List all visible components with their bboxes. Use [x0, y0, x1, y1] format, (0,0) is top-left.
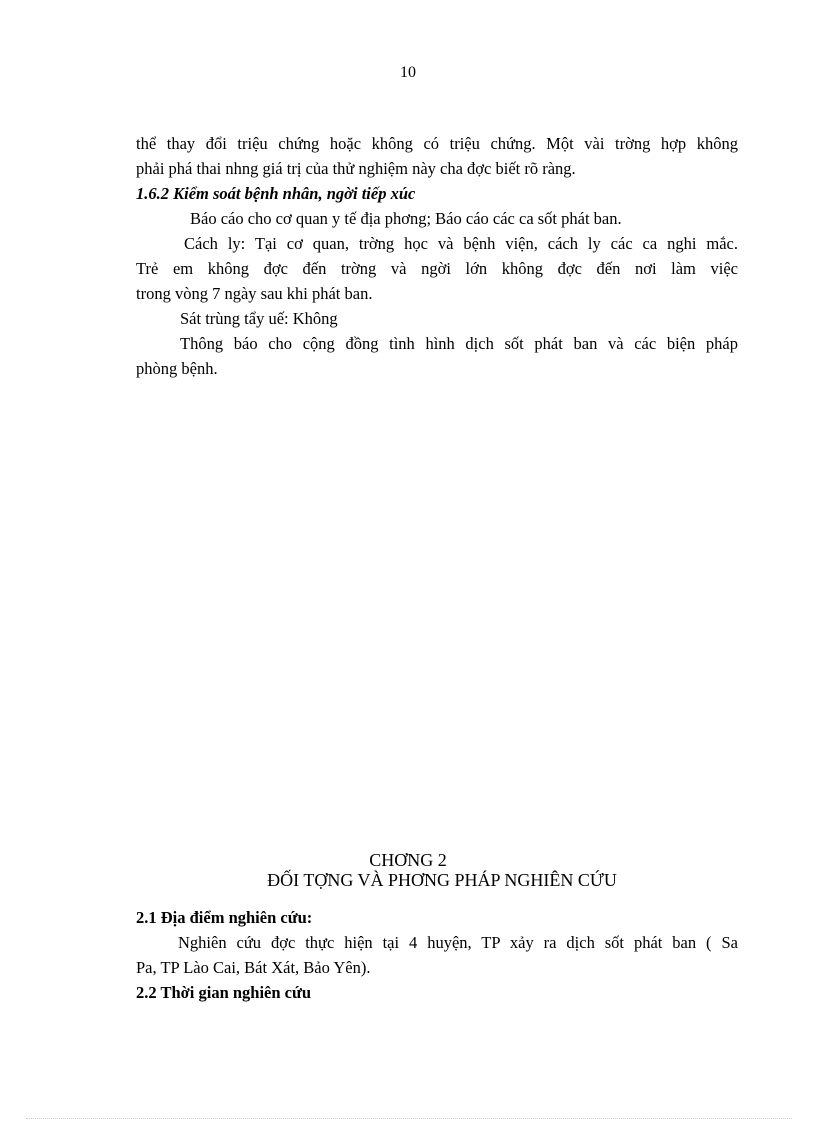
chapter-title: ĐỐI TỢNG VÀ PHƠNG PHÁP NGHIÊN CỨU [267, 870, 617, 890]
page-bottom-divider [26, 1118, 792, 1119]
chapter-label: CHƠNG 2 [369, 850, 447, 870]
subheading-1-6-2: 1.6.2 Kiểm soát bệnh nhân, ngời tiếp xúc [136, 184, 416, 203]
section-1 [136, 131, 738, 381]
report-line: Báo cáo cho cơ quan y tế địa phơng; Báo cáo các ca sốt phát ban. [190, 209, 622, 228]
heading-2-1: 2.1 Địa điểm nghiên cứu: [136, 908, 313, 927]
paragraph-line: phải phá thai nhng giá trị của thử nghiệm này cha đợc biết rõ ràng. [136, 159, 576, 178]
isolation-line: trong vòng 7 ngày sau khi phát ban. [136, 284, 373, 303]
body-line: Nghiên cứu đợc thực hiện tại 4 huyện, TP xảy ra dịch sốt phát ban ( Sa [178, 933, 738, 952]
page-number: 10 [400, 64, 416, 81]
section-2 [136, 905, 738, 1005]
notify-line: phòng bệnh. [136, 359, 218, 378]
isolation-line: Cách ly: Tại cơ quan, trờng học và bệnh viện, cách ly các ca nghi mắc. [184, 234, 738, 253]
isolation-line: Trẻ em không đợc đến trờng và ngời lớn không đợc đến nơi làm việc [136, 259, 738, 278]
paragraph-line: thể thay đổi triệu chứng hoặc không có triệu chứng. Một vài trờng hợp không [136, 134, 738, 153]
body-line: Pa, TP Lào Cai, Bát Xát, Bảo Yên). [136, 958, 371, 977]
notify-line: Thông báo cho cộng đồng tình hình dịch sốt phát ban và các biện pháp [180, 334, 738, 353]
heading-2-2: 2.2 Thời gian nghiên cứu [136, 983, 312, 1002]
disinfection-line: Sát trùng tẩy uế: Không [180, 309, 338, 328]
